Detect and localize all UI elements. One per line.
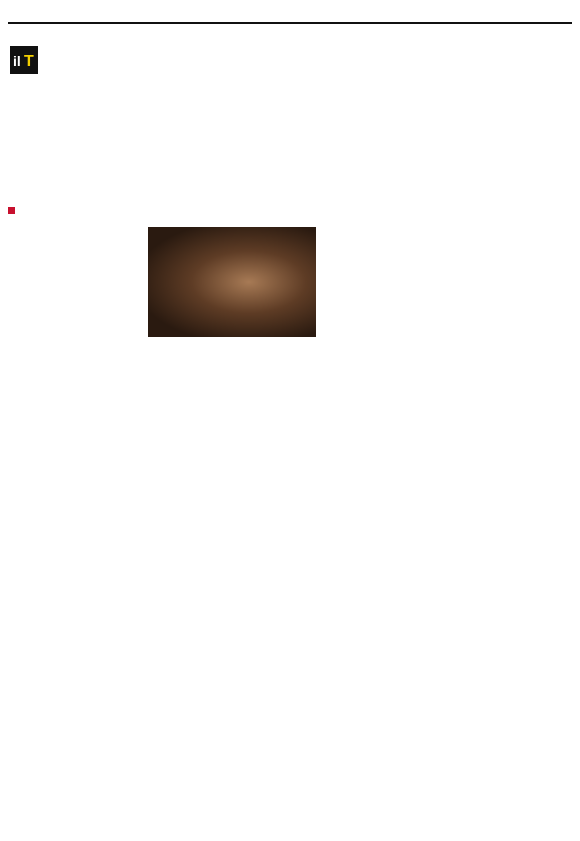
byline-marker-icon (8, 207, 15, 214)
article1-column-2 (148, 353, 228, 536)
article1-column-1 (8, 218, 141, 536)
svg-text:il: il (13, 53, 21, 69)
article1-column-3 (236, 353, 316, 536)
newspaper-logo-icon (10, 46, 38, 74)
article1-byline (8, 205, 18, 215)
article1-photo (148, 227, 316, 337)
top-rule (8, 22, 572, 24)
svg-text:T: T (24, 53, 34, 70)
